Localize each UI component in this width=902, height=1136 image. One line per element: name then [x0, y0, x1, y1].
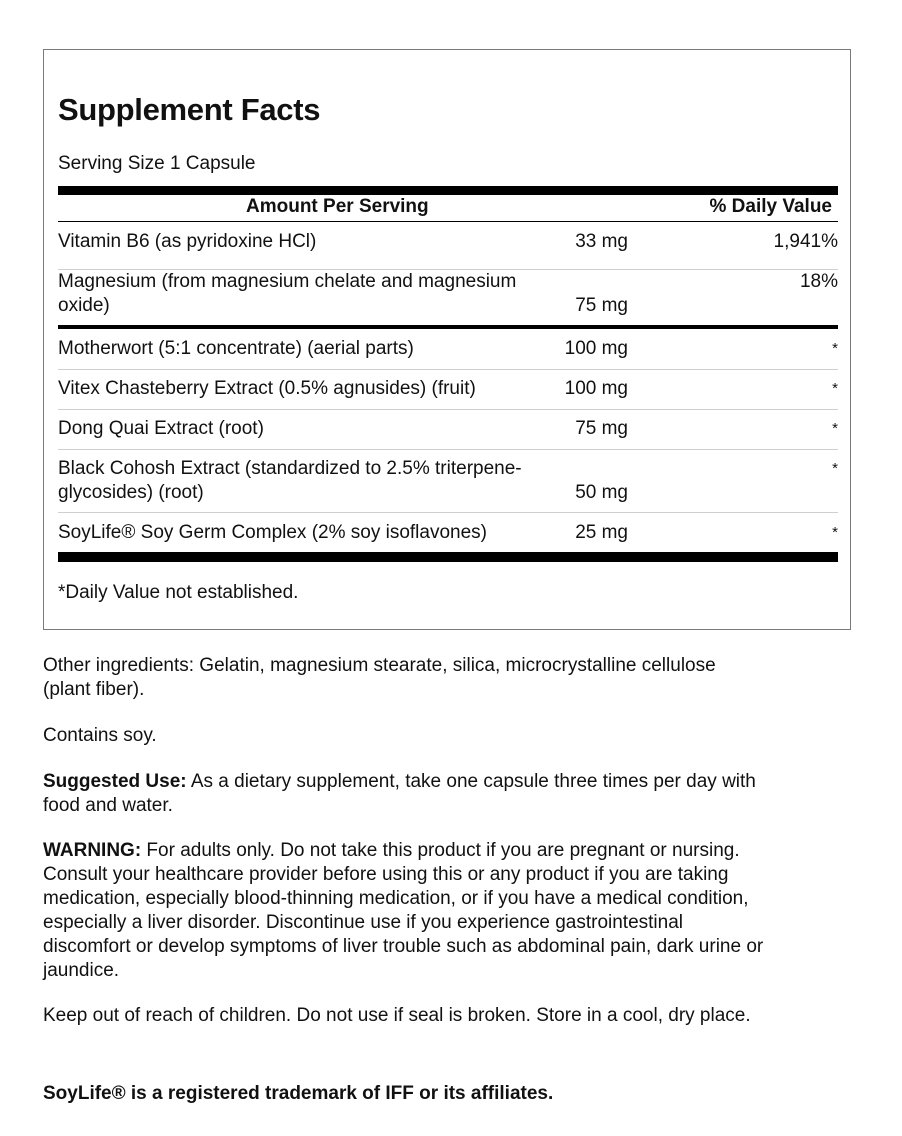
nutrient-name: Vitex Chasteberry Extract (0.5% agnusides) (fruit)	[58, 378, 476, 399]
suggested-use-label: Suggested Use:	[43, 771, 187, 792]
warning-line2: Consult your healthcare provider before using this or any product if you are taking	[43, 864, 729, 885]
serving-size: Serving Size 1 Capsule	[58, 153, 256, 174]
divider-medium	[58, 325, 838, 329]
warning-line4: especially a liver disorder. Discontinue use if you experience gastrointestinal	[43, 912, 684, 933]
nutrient-daily-value: *	[832, 340, 838, 357]
nutrient-row	[58, 521, 838, 551]
nutrient-row	[58, 457, 838, 513]
column-header	[58, 194, 838, 222]
nutrient-name: Motherwort (5:1 concentrate) (aerial parts)	[58, 338, 414, 359]
nutrient-daily-value: *	[832, 524, 838, 541]
header-amount-per-serving: Amount Per Serving	[246, 196, 429, 217]
storage-instructions: Keep out of reach of children. Do not use if seal is broken. Store in a cool, dry place.	[43, 1005, 751, 1026]
other-ingredients-line2: (plant fiber).	[43, 679, 145, 700]
warning-label: WARNING:	[43, 840, 142, 861]
nutrient-amount: 50 mg	[575, 482, 628, 503]
allergen-statement: Contains soy.	[43, 725, 157, 746]
nutrient-name: Dong Quai Extract (root)	[58, 418, 264, 439]
nutrient-amount: 33 mg	[575, 231, 628, 252]
nutrient-amount: 75 mg	[575, 418, 628, 439]
nutrient-name: Vitamin B6 (as pyridoxine HCl)	[58, 231, 317, 252]
nutrient-name-line2: glycosides) (root)	[58, 482, 204, 503]
suggested-use-line1: As a dietary supplement, take one capsule three times per day with	[186, 771, 756, 792]
divider-thick-bottom	[58, 552, 838, 562]
nutrient-name-line2: oxide)	[58, 295, 110, 316]
warning-line1: For adults only. Do not take this product if you are pregnant or nursing.	[141, 840, 740, 861]
nutrient-daily-value: 1,941%	[773, 231, 838, 252]
nutrient-row	[58, 377, 838, 410]
warning-line3: medication, especially blood-thinning medication, or if you have a medical condition,	[43, 888, 749, 909]
warning-line5: discomfort or develop symptoms of liver trouble such as abdominal pain, dark urine or	[43, 936, 764, 957]
nutrient-row	[58, 337, 838, 370]
nutrient-name-line1: Magnesium (from magnesium chelate and magnesium	[58, 271, 517, 292]
other-ingredients	[43, 654, 858, 702]
nutrient-amount: 25 mg	[575, 522, 628, 543]
trademark-notice: SoyLife® is a registered trademark of IFF or its affiliates.	[43, 1083, 554, 1104]
daily-value-footnote: *Daily Value not established.	[58, 582, 299, 603]
nutrient-amount: 75 mg	[575, 295, 628, 316]
nutrient-row	[58, 270, 838, 326]
nutrient-daily-value: *	[832, 380, 838, 397]
nutrient-name-line1: Black Cohosh Extract (standardized to 2.5% triterpene-	[58, 458, 522, 479]
nutrient-daily-value: *	[832, 460, 838, 477]
nutrient-row	[58, 417, 838, 450]
panel-title: Supplement Facts	[58, 92, 321, 127]
nutrient-daily-value: 18%	[799, 271, 838, 292]
warning	[43, 839, 858, 983]
supplement-facts-panel	[43, 49, 851, 630]
header-daily-value: % Daily Value	[709, 196, 832, 217]
other-ingredients-line1: Other ingredients: Gelatin, magnesium stearate, silica, microcrystalline cellulose	[43, 655, 716, 676]
nutrient-row	[58, 230, 838, 270]
warning-line6: jaundice.	[43, 960, 120, 981]
nutrient-daily-value: *	[832, 420, 838, 437]
nutrient-name: SoyLife® Soy Germ Complex (2% soy isoflavones)	[58, 522, 487, 543]
nutrient-amount: 100 mg	[564, 378, 628, 399]
nutrient-amount: 100 mg	[564, 338, 628, 359]
suggested-use-line2: food and water.	[43, 795, 173, 816]
suggested-use	[43, 770, 858, 818]
